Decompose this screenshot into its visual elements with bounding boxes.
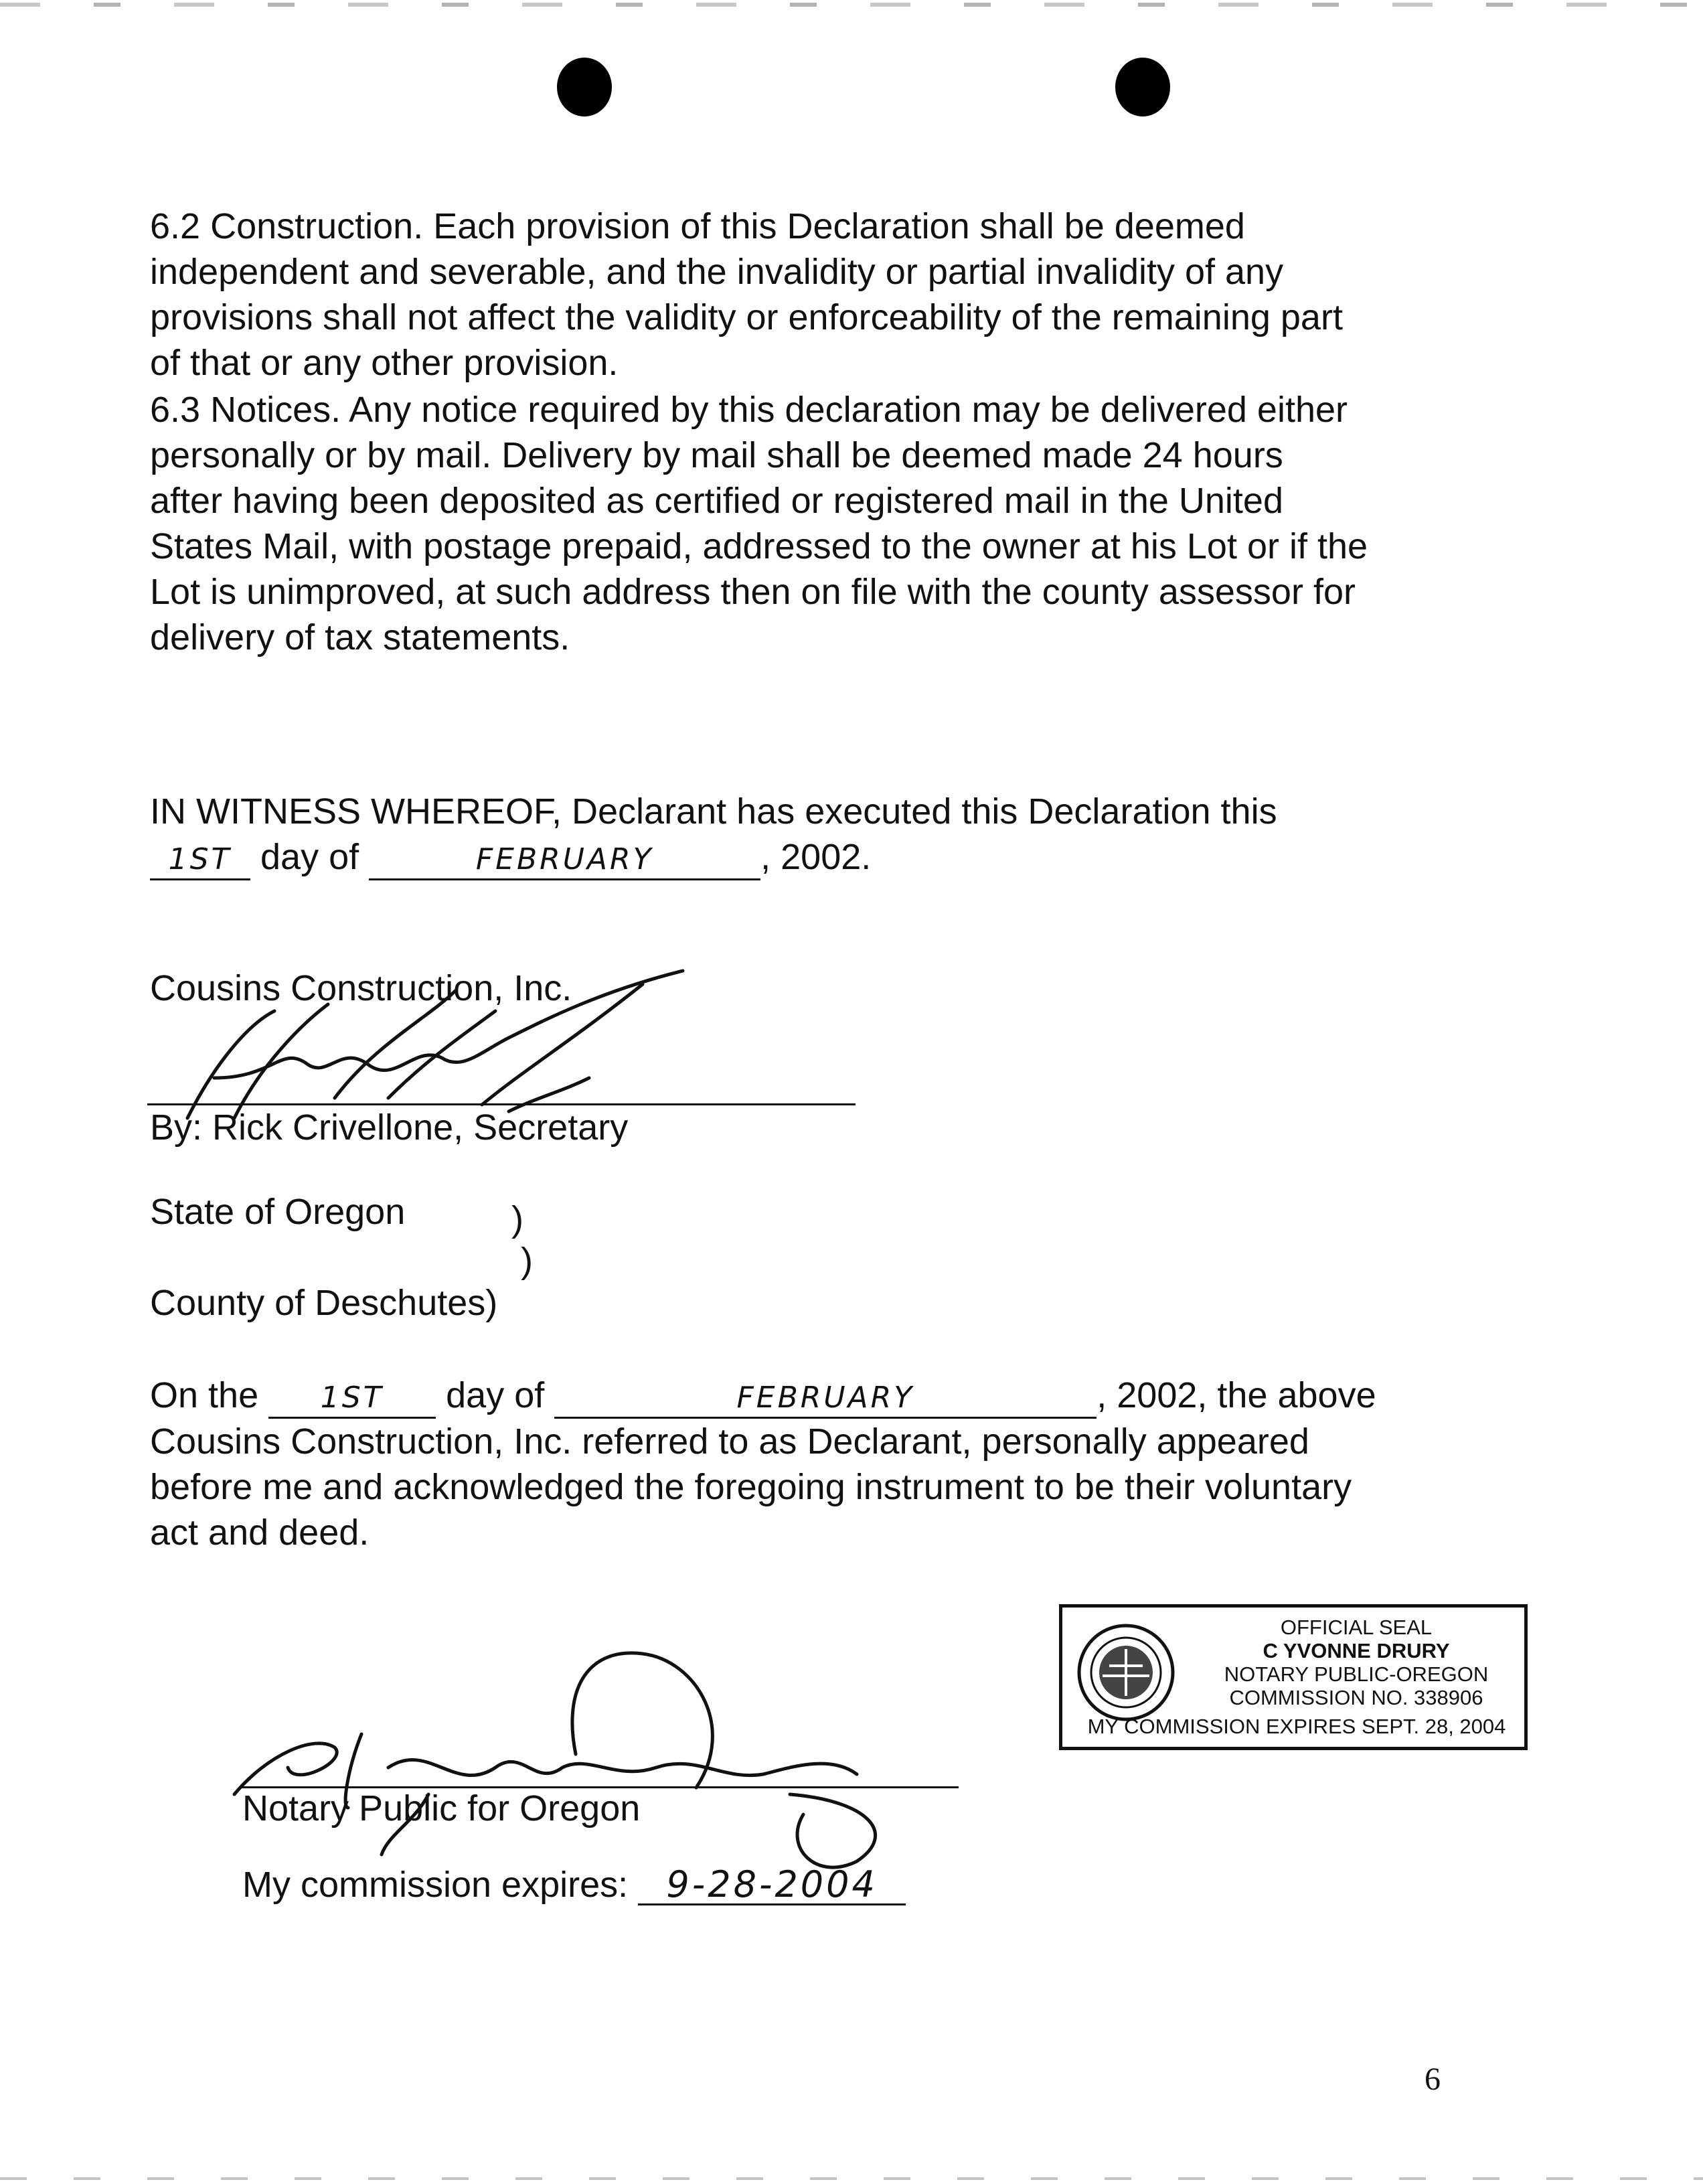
witness-clause <box>150 789 1502 880</box>
by-label: By: <box>150 1107 203 1148</box>
notary-seal-stamp <box>1059 1604 1528 1750</box>
seal-expiry-line: MY COMMISSION EXPIRES SEPT. 28, 2004 <box>1087 1715 1506 1738</box>
commission-expires-label: My commission expires: <box>242 1865 629 1905</box>
notary-title: Notary Public for Oregon <box>242 1788 641 1828</box>
venue-paren-2: ) <box>521 1241 533 1281</box>
section-6-2-line: independent and severable, and the invalidity or partial invalidity of any <box>150 252 1284 292</box>
ack-on-the-label: On the <box>150 1375 259 1415</box>
ack-month-field: FEBRUARY <box>554 1379 1097 1419</box>
witness-month-field: FEBRUARY <box>369 841 760 880</box>
seal-text-block <box>1186 1616 1527 1709</box>
oregon-seal-icon <box>1076 1622 1176 1723</box>
notary-signature-icon <box>214 1634 910 1875</box>
signer-name: Rick Crivellone, Secretary <box>212 1107 629 1148</box>
witness-date-line <box>150 834 1502 880</box>
witness-year-text: , 2002. <box>760 837 872 877</box>
declarant-signer-line <box>150 1105 1502 1150</box>
commission-expires-value: 9-28-2004 <box>638 1866 906 1905</box>
witness-line: IN WITNESS WHEREOF, Declarant has executed this Declaration this <box>150 791 1277 832</box>
seal-line: C YVONNE DRURY <box>1263 1639 1450 1662</box>
ack-year-text: , 2002, the above <box>1097 1375 1376 1415</box>
seal-line: OFFICIAL SEAL <box>1280 1616 1433 1639</box>
seal-line: NOTARY PUBLIC-OREGON <box>1224 1662 1489 1686</box>
section-6-3-line: Lot is unimproved, at such address then on file with the county assessor for <box>150 572 1356 612</box>
section-6-2-line: 6.2 Construction. Each provision of this Declaration shall be deemed <box>150 206 1245 246</box>
witness-day-field: 1ST <box>150 841 250 880</box>
ack-day-field: 1ST <box>268 1379 436 1419</box>
section-6-3-line: personally or by mail. Delivery by mail shall be deemed made 24 hours <box>150 435 1283 475</box>
acknowledgment-line: Cousins Construction, Inc. referred to as Declarant, personally appeared <box>150 1421 1309 1462</box>
venue-county: County of Deschutes) <box>150 1283 498 1323</box>
venue-state: State of Oregon <box>150 1192 406 1232</box>
acknowledgment-line: act and deed. <box>150 1512 370 1553</box>
acknowledgment <box>150 1373 1502 1555</box>
ack-day-of-label: day of <box>446 1375 545 1415</box>
seal-line: COMMISSION NO. 338906 <box>1229 1686 1483 1709</box>
section-6-3-line: delivery of tax statements. <box>150 617 570 657</box>
venue-paren-1: ) <box>511 1199 523 1239</box>
section-6-3-line: after having been deposited as certified or registered mail in the United <box>150 481 1283 521</box>
acknowledgment-line: before me and acknowledged the foregoing instrument to be their voluntary <box>150 1467 1352 1507</box>
section-6-3-line: 6.3 Notices. Any notice required by this declaration may be delivered either <box>150 390 1348 430</box>
section-6-3 <box>150 387 1502 660</box>
scan-artifact-top <box>0 3 1703 7</box>
witness-day-of-label: day of <box>260 837 359 877</box>
section-6-3-line: States Mail, with postage prepaid, addressed to the owner at his Lot or if the <box>150 526 1368 566</box>
section-6-2-line: of that or any other provision. <box>150 343 619 383</box>
page-number: 6 <box>1425 2061 1441 2097</box>
section-6-2-line: provisions shall not affect the validity or enforceability of the remaining part <box>150 297 1343 337</box>
punch-hole-left <box>557 58 612 116</box>
commission-expires-row <box>242 1864 906 1905</box>
section-6-2 <box>150 204 1502 386</box>
punch-hole-right <box>1115 58 1170 116</box>
scan-artifact-bottom <box>0 2177 1703 2180</box>
acknowledgment-date-line <box>150 1373 1502 1419</box>
declarant-company: Cousins Construction, Inc. <box>150 968 572 1008</box>
